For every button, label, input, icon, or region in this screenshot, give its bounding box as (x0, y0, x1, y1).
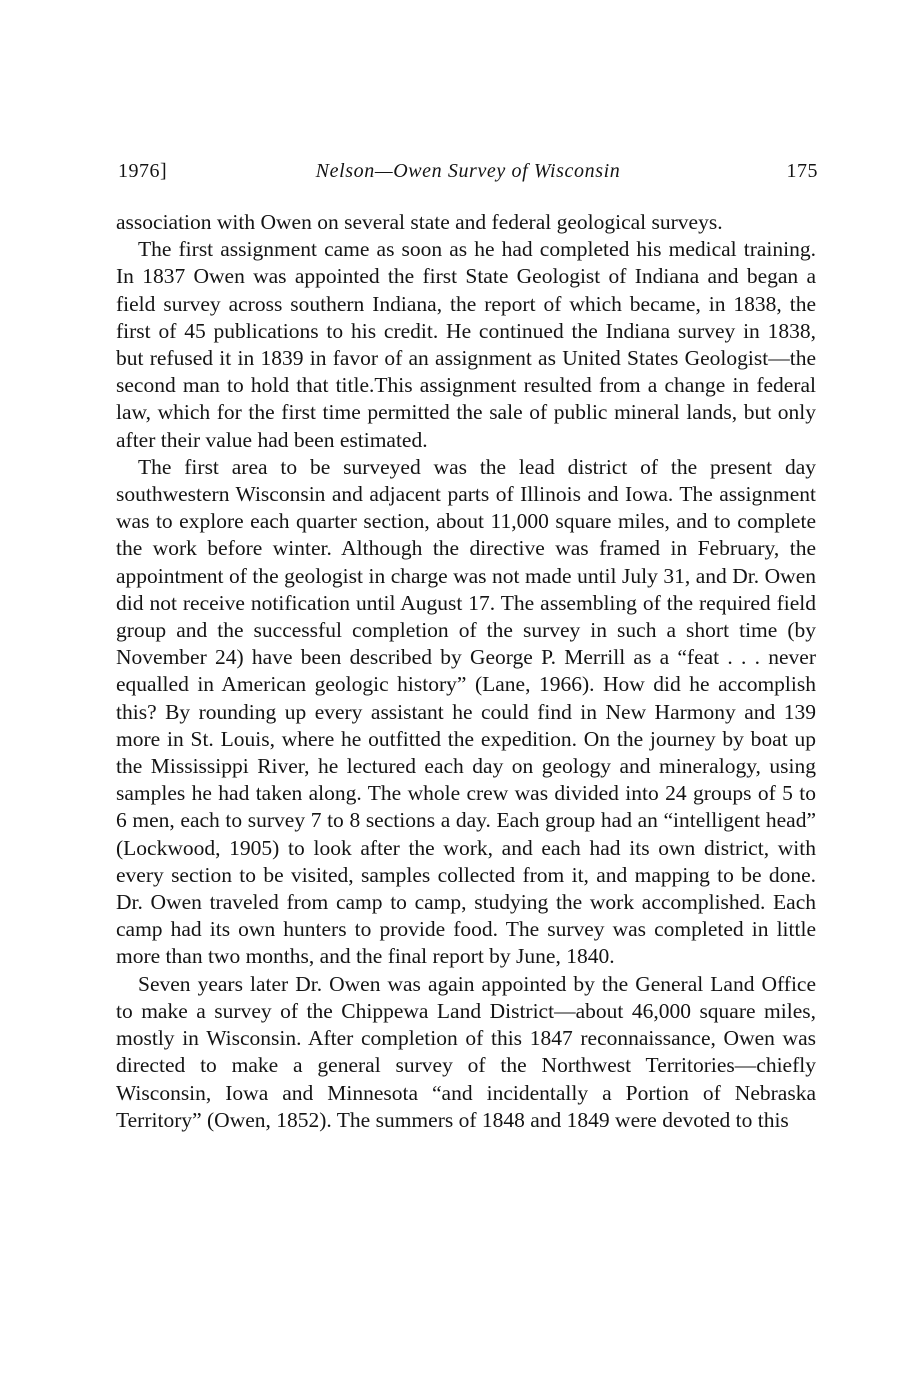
header-year: 1976] (118, 160, 168, 182)
page-number: 175 (786, 160, 818, 182)
body-text (116, 209, 816, 1134)
running-head (118, 156, 818, 186)
paragraph-chippewa-survey: Seven years later Dr. Owen was again appointed by the General Land Office to make a survey of the Chippewa Land District—about 46,000 square miles, mostly in Wisconsin. After completion of this 1847 reconnaissance, Owen was directed to make a general survey of the Northwest Territories—chiefly Wisconsin, Iowa and Minnesota “and incidentally a Portion of Nebraska Territory” (Owen, 1852). The summers of 1848 and 1849 were devoted to this (116, 971, 816, 1132)
header-title: Nelson—Owen Survey of Wisconsin (315, 160, 621, 182)
paragraph-lead-district: The first area to be surveyed was the lead district of the present day southwestern Wisconsin and adjacent parts of Illinois and Iowa. The assignment was to explore each quarter section, about 11,000 square miles, and to complete the work before winter. Although the directive was framed in February, the appointment of the geologist in charge was not made until July 31, and Dr. Owen did not receive notification until August 17. The assembling of the required field group and the successful completion of the survey in such a short time (by November 24) have been described by George P. Merrill as a “feat . . . never equalled in American geologic history” (Lane, 1966). How did he accomplish this? By rounding up every assistant he could find in New Harmony and 139 more in St. Louis, where he outfitted the expedition. On the journey by boat up the Mississippi River, he lectured each day on geology and mineralogy, using samples he had taken along. The whole crew was divided into 24 groups of 5 to 6 men, each to survey 7 to 8 sections a day. Each group had an “intelligent head” (Lockwood, 1905) to look after the work, and each had its own district, with every section to be visited, samples collected from it, and mapping to be done. Dr. Owen traveled from camp to camp, studying the work accomplished. Each camp had its own hunters to provide food. The survey was completed in little more than two months, and the final report by June, 1840. (116, 454, 816, 969)
paragraph-first-assignment: The first assignment came as soon as he had completed his medical training. In 1837 Owen was appointed the first State Geologist of Indiana and began a field survey across southern Indiana, the report of which became, in 1838, the first of 45 publications to his credit. He continued the Indiana survey in 1838, but refused it in 1839 in favor of an assignment as United States Geologist—the second man to hold that title.This assignment resulted from a change in federal law, which for the first time permitted the sale of public mineral lands, but only after their value had been estimated. (116, 237, 816, 452)
paragraph-continuation: association with Owen on several state and federal geological surveys. (116, 210, 723, 234)
